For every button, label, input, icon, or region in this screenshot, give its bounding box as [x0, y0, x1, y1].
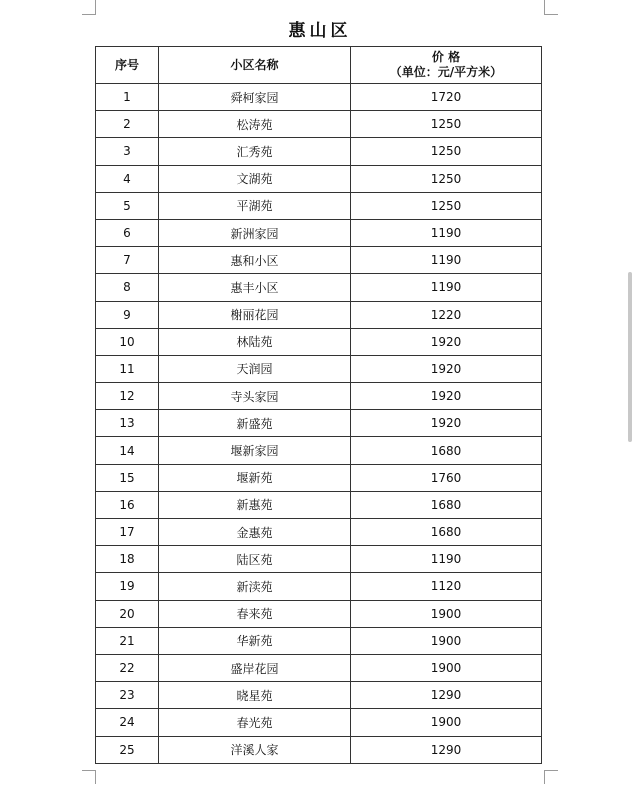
cell-price: 1680: [351, 519, 542, 546]
cell-name: 寺头家园: [159, 383, 351, 410]
cell-price: 1290: [351, 736, 542, 763]
table-row: [96, 709, 542, 736]
cell-price: 1220: [351, 301, 542, 328]
table-row: [96, 301, 542, 328]
cell-no: 4: [96, 165, 159, 192]
cell-no: 25: [96, 736, 159, 763]
cell-price: 1900: [351, 654, 542, 681]
cell-name: 新惠苑: [159, 491, 351, 518]
table-row: [96, 627, 542, 654]
cell-no: 6: [96, 219, 159, 246]
cell-no: 9: [96, 301, 159, 328]
cell-price: 1900: [351, 709, 542, 736]
cell-price: 1920: [351, 328, 542, 355]
cell-name: 春光苑: [159, 709, 351, 736]
table-row: [96, 546, 542, 573]
table-row: [96, 383, 542, 410]
header-no: 序号: [96, 47, 159, 84]
cell-price: 1760: [351, 464, 542, 491]
cell-price: 1250: [351, 111, 542, 138]
cell-no: 15: [96, 464, 159, 491]
cell-name: 天润园: [159, 355, 351, 382]
cell-no: 7: [96, 247, 159, 274]
cell-name: 惠和小区: [159, 247, 351, 274]
page-title: 惠山区: [288, 21, 352, 41]
cell-price: 1190: [351, 546, 542, 573]
cell-price: 1720: [351, 84, 542, 111]
table-row: [96, 219, 542, 246]
crop-mark-top-right-v: [544, 0, 545, 14]
cell-no: 24: [96, 709, 159, 736]
table-row: [96, 328, 542, 355]
cell-price: 1250: [351, 165, 542, 192]
crop-mark-top-left-h: [82, 14, 96, 15]
cell-no: 18: [96, 546, 159, 573]
table-row: [96, 437, 542, 464]
header-price-line2: （单位：元/平方米）: [389, 65, 503, 79]
table-row: [96, 355, 542, 382]
cell-no: 11: [96, 355, 159, 382]
cell-price: 1920: [351, 410, 542, 437]
cell-price: 1190: [351, 247, 542, 274]
cell-name: 华新苑: [159, 627, 351, 654]
cell-name: 惠丰小区: [159, 274, 351, 301]
cell-name: 舜柯家园: [159, 84, 351, 111]
crop-mark-bottom-right-h: [544, 770, 558, 771]
table-row: [96, 600, 542, 627]
cell-name: 盛岸花园: [159, 654, 351, 681]
header-price-line1: 价 格: [431, 50, 461, 64]
cell-no: 5: [96, 192, 159, 219]
table-row: [96, 247, 542, 274]
cell-price: 1120: [351, 573, 542, 600]
table-row: [96, 573, 542, 600]
crop-mark-top-left-v: [95, 0, 96, 14]
table-row: [96, 519, 542, 546]
cell-price: 1900: [351, 600, 542, 627]
cell-no: 8: [96, 274, 159, 301]
cell-no: 20: [96, 600, 159, 627]
crop-mark-bottom-left-v: [95, 770, 96, 784]
table-header-row: [96, 47, 542, 84]
cell-name: 文湖苑: [159, 165, 351, 192]
cell-name: 堰新苑: [159, 464, 351, 491]
vertical-scrollbar[interactable]: [628, 272, 632, 442]
table-row: [96, 165, 542, 192]
table-row: [96, 682, 542, 709]
cell-name: 晓星苑: [159, 682, 351, 709]
cell-name: 榭丽花园: [159, 301, 351, 328]
crop-mark-top-right-h: [544, 14, 558, 15]
table-row: [96, 736, 542, 763]
cell-no: 1: [96, 84, 159, 111]
table-row: [96, 274, 542, 301]
cell-no: 16: [96, 491, 159, 518]
cell-no: 19: [96, 573, 159, 600]
cell-name: 新渎苑: [159, 573, 351, 600]
table-row: [96, 410, 542, 437]
cell-no: 10: [96, 328, 159, 355]
crop-mark-bottom-left-h: [82, 770, 96, 771]
table-row: [96, 84, 542, 111]
price-table: [95, 46, 542, 764]
table-row: [96, 491, 542, 518]
cell-name: 陆区苑: [159, 546, 351, 573]
cell-no: 3: [96, 138, 159, 165]
table-row: [96, 192, 542, 219]
cell-price: 1290: [351, 682, 542, 709]
cell-no: 21: [96, 627, 159, 654]
cell-name: 林陆苑: [159, 328, 351, 355]
table-row: [96, 138, 542, 165]
cell-name: 金惠苑: [159, 519, 351, 546]
cell-no: 13: [96, 410, 159, 437]
cell-price: 1250: [351, 192, 542, 219]
cell-name: 新洲家园: [159, 219, 351, 246]
cell-price: 1250: [351, 138, 542, 165]
cell-no: 12: [96, 383, 159, 410]
cell-price: 1680: [351, 437, 542, 464]
cell-name: 堰新家园: [159, 437, 351, 464]
cell-no: 23: [96, 682, 159, 709]
cell-name: 汇秀苑: [159, 138, 351, 165]
cell-no: 2: [96, 111, 159, 138]
cell-price: 1920: [351, 383, 542, 410]
table-row: [96, 464, 542, 491]
cell-name: 春来苑: [159, 600, 351, 627]
cell-name: 松涛苑: [159, 111, 351, 138]
header-price: [351, 47, 542, 84]
cell-price: 1680: [351, 491, 542, 518]
cell-name: 平湖苑: [159, 192, 351, 219]
table-row: [96, 654, 542, 681]
cell-price: 1190: [351, 219, 542, 246]
cell-no: 14: [96, 437, 159, 464]
table-row: [96, 111, 542, 138]
cell-no: 22: [96, 654, 159, 681]
cell-price: 1920: [351, 355, 542, 382]
header-name: 小区名称: [159, 47, 351, 84]
cell-name: 洋溪人家: [159, 736, 351, 763]
cell-price: 1900: [351, 627, 542, 654]
cell-price: 1190: [351, 274, 542, 301]
cell-name: 新盛苑: [159, 410, 351, 437]
crop-mark-bottom-right-v: [544, 770, 545, 784]
cell-no: 17: [96, 519, 159, 546]
